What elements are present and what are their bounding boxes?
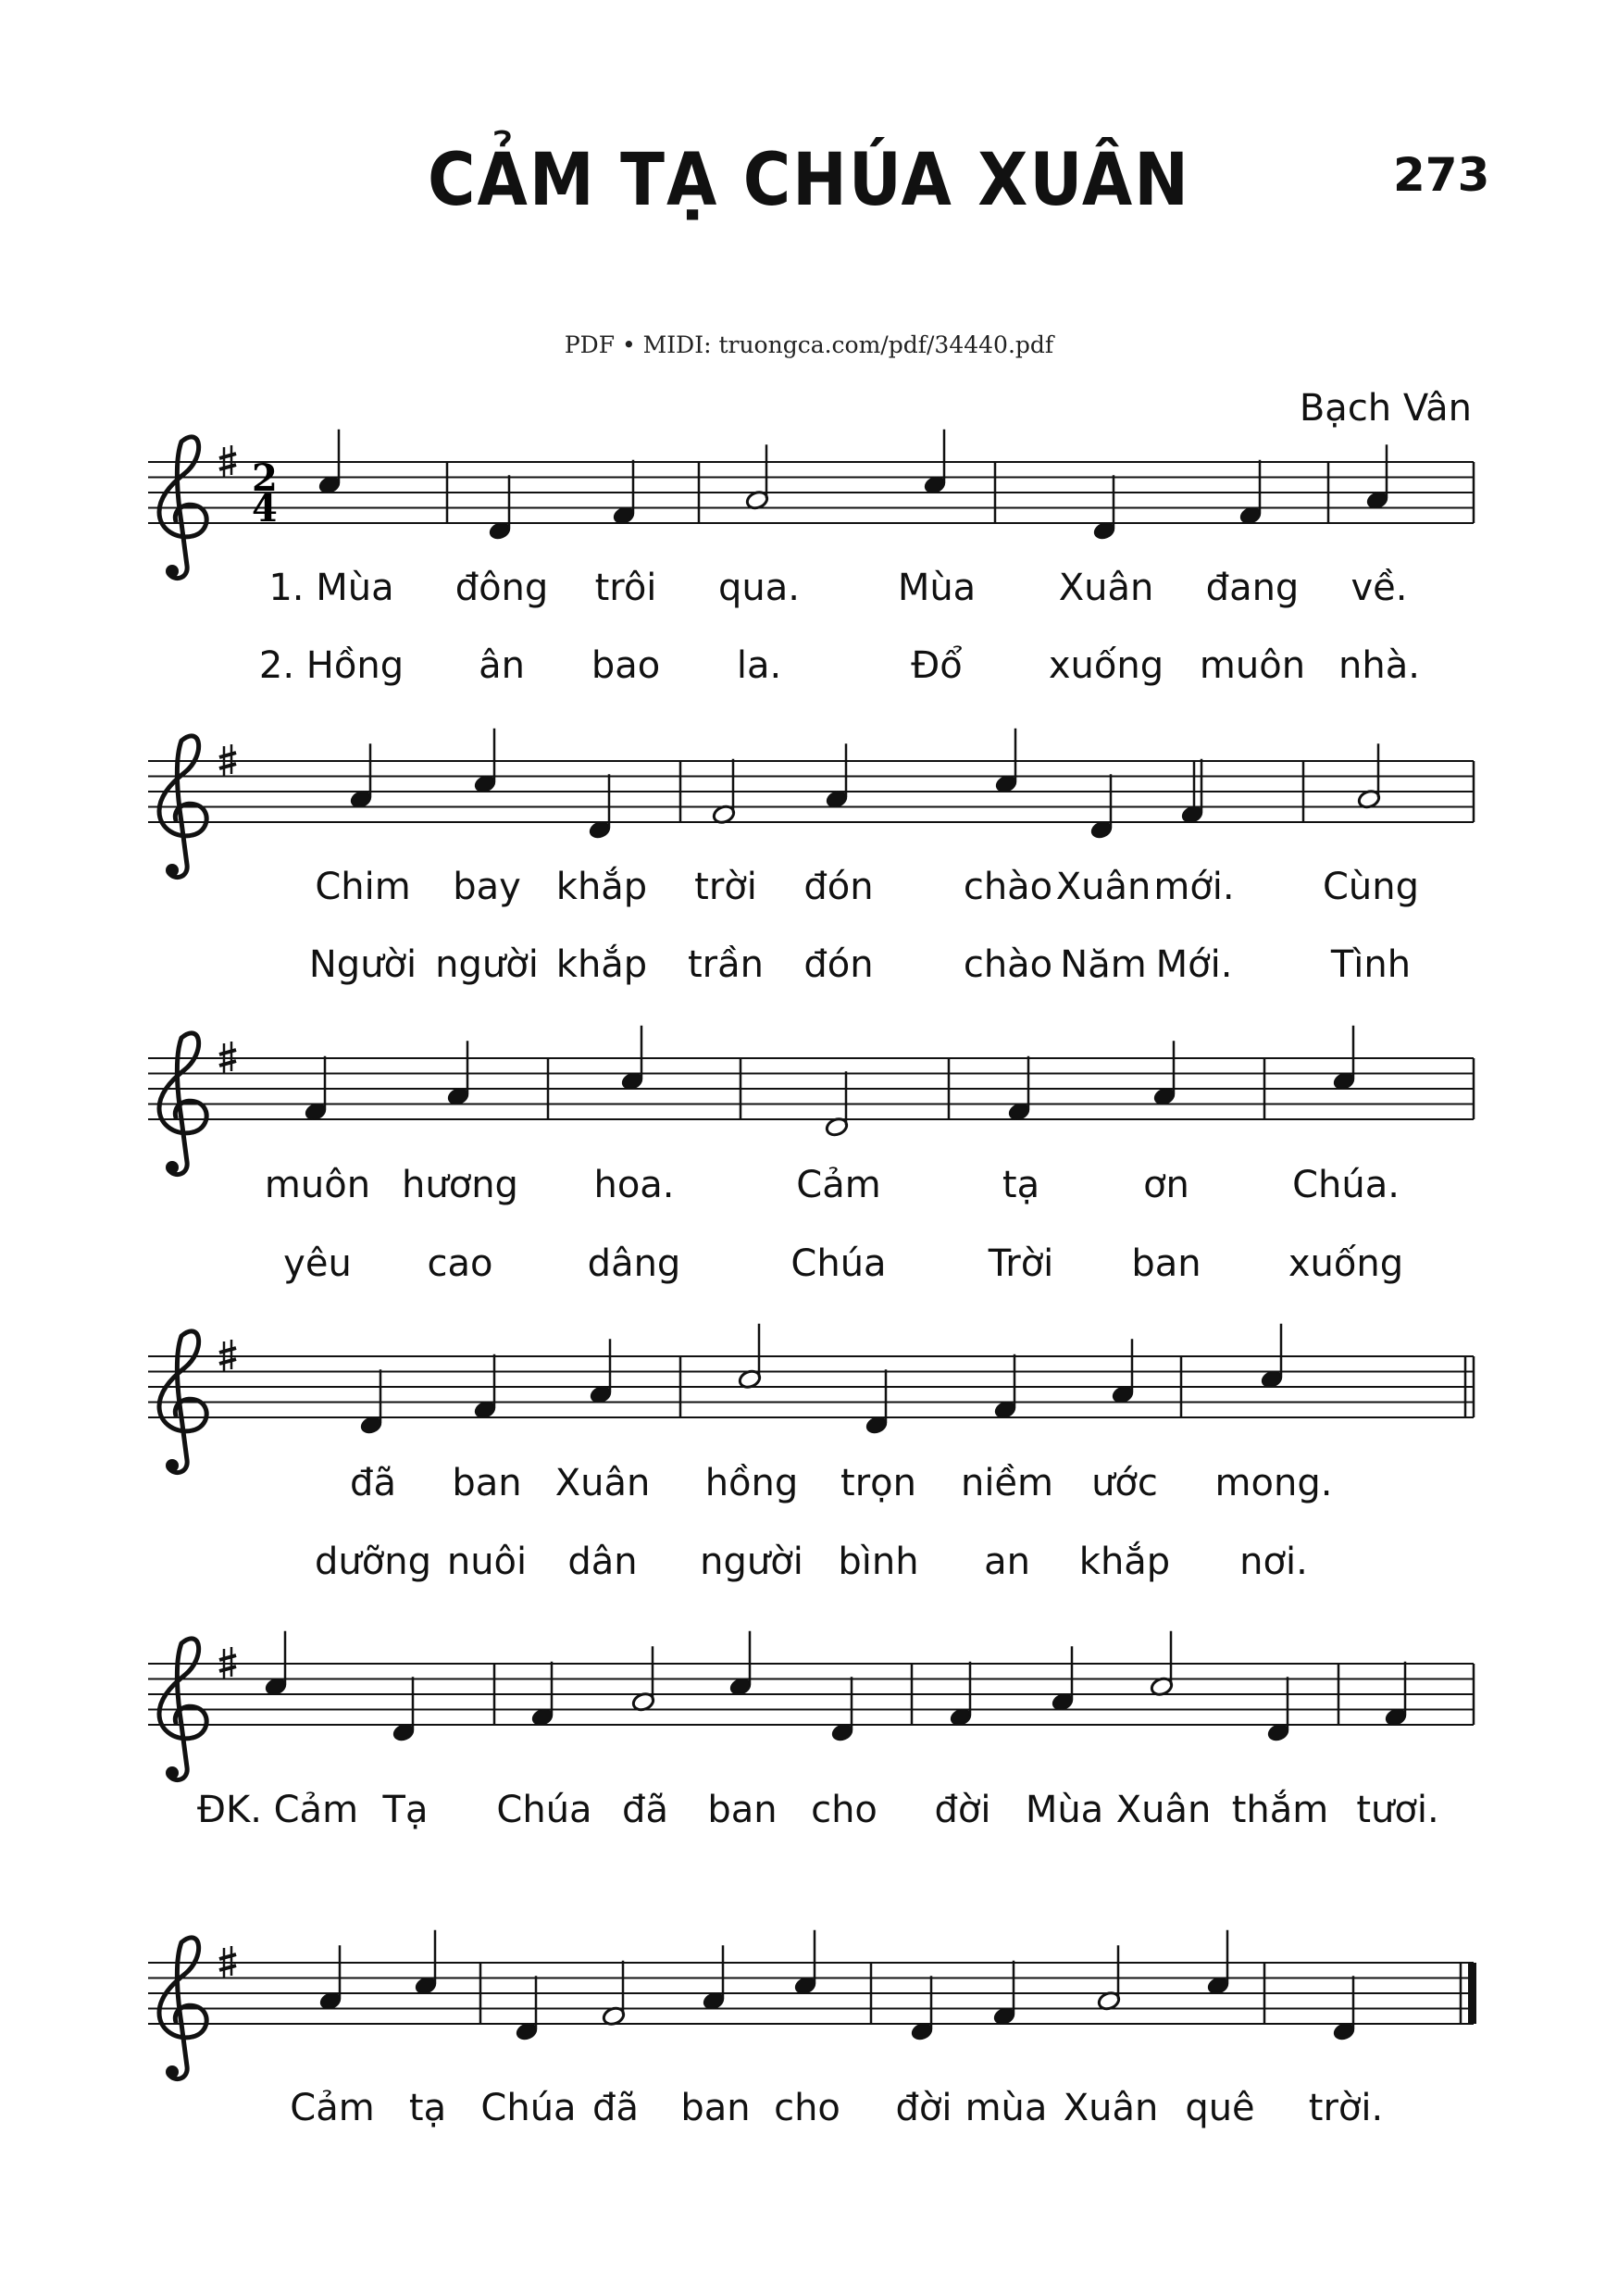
lyric-syllable: hoa.	[593, 1164, 675, 1206]
lyric-syllable: ban	[1131, 1242, 1201, 1285]
lyric-syllable: Xuân	[1058, 567, 1154, 609]
lyric-syllable: Năm	[1060, 943, 1147, 986]
lyric-syllable: Cùng	[1322, 866, 1420, 908]
lyric-syllable: khắp	[1078, 1541, 1171, 1583]
lyric-syllable: Chim	[315, 866, 411, 908]
lyric-syllable: tạ	[1002, 1164, 1040, 1206]
lyric-syllable: đang	[1205, 567, 1300, 609]
lyric-syllable: trôi	[594, 567, 657, 609]
lyric-syllable: hồng	[704, 1462, 799, 1504]
lyric-syllable: xuống	[1288, 1242, 1404, 1285]
lyric-syllable: ban	[452, 1462, 522, 1504]
lyric-syllable: xuống	[1048, 644, 1164, 687]
staff-system-6	[148, 1930, 1476, 2129]
lyric-syllable: mong.	[1214, 1462, 1333, 1504]
lyric-syllable: Chúa.	[1292, 1164, 1400, 1206]
source-link[interactable]: PDF • MIDI: truongca.com/pdf/34440.pdf	[564, 331, 1054, 358]
time-signature-bottom: 4	[252, 487, 278, 530]
lyric-syllable: cho	[811, 1789, 877, 1831]
lyric-syllable: người	[700, 1541, 803, 1583]
staff-system-2	[148, 729, 1474, 986]
lyric-syllable: Đổ	[911, 644, 963, 687]
lyric-syllable: muôn	[1199, 644, 1306, 687]
lyric-syllable: khắp	[555, 866, 648, 908]
lyric-syllable: đời	[934, 1789, 991, 1831]
lyric-syllable: 1. Mùa	[268, 567, 394, 609]
lyric-syllable: niềm	[960, 1462, 1054, 1504]
lyric-syllable: mới.	[1153, 866, 1235, 908]
lyric-syllable: trời	[694, 866, 757, 908]
lyric-syllable: Chúa	[496, 1789, 592, 1831]
lyric-syllable: ban	[707, 1789, 778, 1831]
lyric-syllable: la.	[736, 644, 782, 687]
lyric-syllable: Chúa	[480, 2087, 577, 2129]
lyric-syllable: chào	[963, 943, 1053, 986]
lyric-syllable: 2. Hồng	[258, 644, 404, 687]
lyric-syllable: đời	[895, 2087, 952, 2129]
lyric-syllable: Mùa	[1025, 1789, 1104, 1831]
staff-system-3	[148, 1026, 1474, 1285]
lyric-syllable: trần	[688, 943, 764, 986]
lyric-syllable: đã	[622, 1789, 668, 1831]
staff-system-4	[148, 1324, 1474, 1583]
lyric-syllable: khắp	[555, 943, 648, 986]
lyric-syllable: trời.	[1308, 2087, 1384, 2129]
lyric-syllable: Cảm	[290, 2087, 375, 2129]
lyric-syllable: qua.	[718, 567, 800, 609]
lyric-syllable: tạ	[408, 2087, 447, 2129]
composer-name: Bạch Vân	[1299, 387, 1472, 430]
lyric-syllable: Xuân	[554, 1462, 651, 1504]
lyric-syllable: Cảm	[796, 1164, 881, 1206]
lyric-syllable: cho	[774, 2087, 840, 2129]
lyric-syllable: thắm	[1231, 1789, 1329, 1831]
final-barline-thick	[1468, 1963, 1476, 2024]
lyric-syllable: Người	[308, 943, 417, 986]
staff-system-5	[148, 1631, 1474, 1831]
lyric-syllable: Xuân	[1115, 1789, 1212, 1831]
song-title: CẢM TẠ CHÚA XUÂN	[428, 139, 1190, 222]
lyric-syllable: dâng	[587, 1242, 681, 1285]
lyric-syllable: Mới.	[1155, 943, 1233, 986]
lyric-syllable: Xuân	[1055, 866, 1151, 908]
lyric-syllable: đón	[803, 943, 874, 986]
lyric-syllable: đông	[454, 567, 549, 609]
lyric-syllable: nhà.	[1338, 644, 1420, 687]
lyric-syllable: hương	[402, 1164, 518, 1206]
lyric-syllable: dân	[567, 1541, 638, 1583]
lyric-syllable: đón	[803, 866, 874, 908]
lyric-syllable: ơn	[1143, 1164, 1189, 1206]
lyric-syllable: ước	[1091, 1462, 1158, 1504]
lyric-syllable: về.	[1350, 567, 1408, 609]
lyric-syllable: quê	[1185, 2087, 1255, 2129]
lyric-syllable: Tạ	[382, 1789, 429, 1831]
lyric-syllable: đã	[350, 1462, 396, 1504]
lyric-syllable: cao	[427, 1242, 493, 1285]
lyric-syllable: trọn	[840, 1462, 916, 1504]
lyric-syllable: tươi.	[1356, 1789, 1439, 1831]
lyric-syllable: chào	[963, 866, 1053, 908]
lyric-syllable: Chúa	[790, 1242, 887, 1285]
lyric-syllable: Trời	[988, 1242, 1054, 1285]
staff-system-1	[148, 430, 1474, 687]
lyric-syllable: bao	[591, 644, 661, 687]
time-signature-top: 2	[252, 456, 278, 500]
lyric-syllable: người	[435, 943, 539, 986]
lyric-syllable: ân	[479, 644, 525, 687]
lyric-syllable: ĐK. Cảm	[196, 1789, 359, 1831]
lyric-syllable: Xuân	[1063, 2087, 1159, 2129]
lyric-syllable: an	[984, 1541, 1030, 1583]
lyric-syllable: bay	[453, 866, 521, 908]
lyric-syllable: muôn	[264, 1164, 371, 1206]
page-number: 273	[1393, 148, 1490, 202]
lyric-syllable: dưỡng	[315, 1541, 431, 1583]
lyric-syllable: mùa	[965, 2087, 1048, 2129]
lyric-syllable: đã	[592, 2087, 639, 2129]
lyric-syllable: Mùa	[897, 567, 977, 609]
lyric-syllable: yêu	[283, 1242, 352, 1285]
lyric-syllable: bình	[838, 1541, 919, 1583]
lyric-syllable: nuôi	[446, 1541, 528, 1583]
lyric-syllable: nơi.	[1239, 1541, 1308, 1583]
lyric-syllable: Tình	[1330, 943, 1412, 986]
lyric-syllable: ban	[680, 2087, 751, 2129]
